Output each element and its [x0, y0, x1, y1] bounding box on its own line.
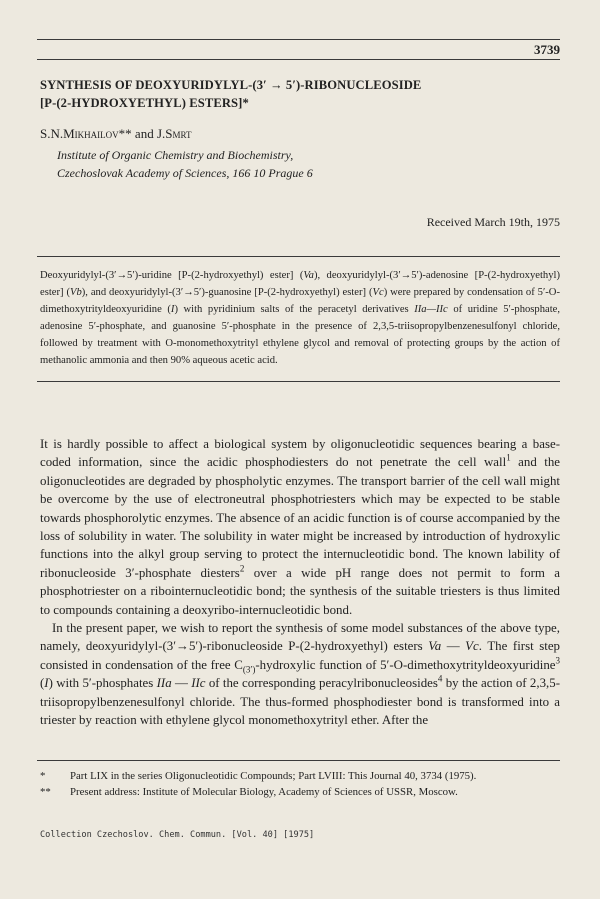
abstract-text: Deoxyuridylyl-(3′→5′)-uridine [P-(2-hydroxyethyl) ester] (Va), deoxyuridylyl-(3′→5′)-adenosine [P-(2-hydroxyethyl) ester] (Vb), and deoxyuridylyl-(3′→5′)-guanosine [P-(2-hydroxyethyl) ester] (Vc) were prepared by condensation of 5′-O-dimethoxytrityldeoxyuridine (I) with pyridinium salts of the peracetyl derivatives IIa—IIc of uridine 5′-phosphate, adenosine 5′-phosphate, and guanosine 5′-phosphate in the presence of 2,3,5-triisopropylbenzenesulfonyl chloride, followed by treatment with O-monomethoxytrityl ethylene glycol and removal of protecting groups by the action of methanolic ammonia and then 90% aqueous acetic acid.: [40, 270, 561, 366]
affiliation: [57, 146, 313, 182]
affiliation-line-1: Institute of Organic Chemistry and Biochemistry,: [57, 148, 294, 162]
abstract-bottom-rule: [37, 381, 560, 382]
reference-2: 2: [239, 563, 245, 574]
author-1-mark: **: [118, 126, 132, 141]
footnote-1-text: Part LIX in the series Oligonucleotidic Compounds; Part LVIII: This Journal 40, 3734 (1975).: [70, 770, 477, 782]
authors: [40, 126, 191, 142]
author-1: S.N.Mikhailov: [40, 126, 119, 141]
journal-footer: Collection Czechoslov. Chem. Commun. [Vol. 40] [1975]: [40, 830, 315, 840]
abstract-top-rule: [37, 256, 560, 257]
header-rule-lower: [37, 59, 560, 60]
reference-3: 3: [555, 655, 560, 666]
article-title: [40, 76, 560, 112]
paragraph-2: In the present paper, we wish to report the synthesis of some model substances of the above type, namely, deoxyuridylyl-(3′→5′)-ribonucleoside P-(2-hydroxyethyl) esters Va — Vc. The first step consisted in condensation of the free $C_{(3')}$-hydroxylic function of 5′-O-dimethoxytrityldeoxyuridine$^3$ (I) with 5′-phosphates IIa — IIc of the corresponding peracylribonucleosides$^4$ by the action of 2,3,5-triisopropylbenzenesulfonyl chloride. The thus-formed phosphodiester bond is transformed into a triester by reaction with ethylene glycol monomethoxytrityl ether. After the: [40, 621, 560, 728]
author-2: J.Smrt: [156, 126, 192, 141]
title-line-1: SYNTHESIS OF DEOXYURIDYLYL-(3′ → 5′)-RIBONUCLEOSIDE: [40, 78, 422, 92]
footnote-1: [40, 768, 560, 784]
body-text: [40, 435, 560, 730]
affiliation-line-2: Czechoslovak Academy of Sciences, 166 10 Prague 6: [57, 166, 313, 180]
footnote-1-mark: *: [40, 770, 46, 782]
footnotes: [40, 768, 560, 800]
page-number: 3739: [534, 42, 560, 57]
reference-4: 4: [437, 673, 443, 684]
footnote-2: [40, 784, 560, 800]
title-line-2: [P-(2-HYDROXYETHYL) ESTERS]*: [40, 96, 249, 110]
header-rule: [37, 39, 560, 40]
abstract: [40, 267, 560, 369]
author-and: and: [131, 126, 157, 141]
reference-1: 1: [506, 453, 511, 464]
footnote-2-text: Present address: Institute of Molecular Biology, Academy of Sciences of USSR, Moscow.: [70, 786, 458, 798]
received-date: Received March 19th, 1975: [426, 215, 560, 229]
footnote-rule: [37, 760, 560, 761]
footnote-2-mark: **: [40, 786, 51, 798]
paragraph-1: It is hardly possible to affect a biological system by oligonucleotidic sequences bearing a base-coded information, since the acidic phosphodiesters do not penetrate the cell wall$^1$ and the oligonucleotides are degraded by phospholytic enzymes. The transport barrier of the cell wall might be overcome by the use of electroneutral phosphotriesters which may be expected to be stable towards phosphorolytic enzymes. The absence of an acidic function is of course accompanied by the loss of solubility in water. The solubility in water might be increased by introduction of hydroxylic functions into the alkyl group serving to protect the internucleotidic bond. The known lability of ribonucleoside 3′-phosphate diesters$^2$ over a wide pH range does not permit to form a phosphotriester on a ribointernucleotidic bond; the synthesis of the suitable triesters is thus limited to compounds containing a deoxyribo-internucleotidic bond.: [40, 437, 560, 617]
